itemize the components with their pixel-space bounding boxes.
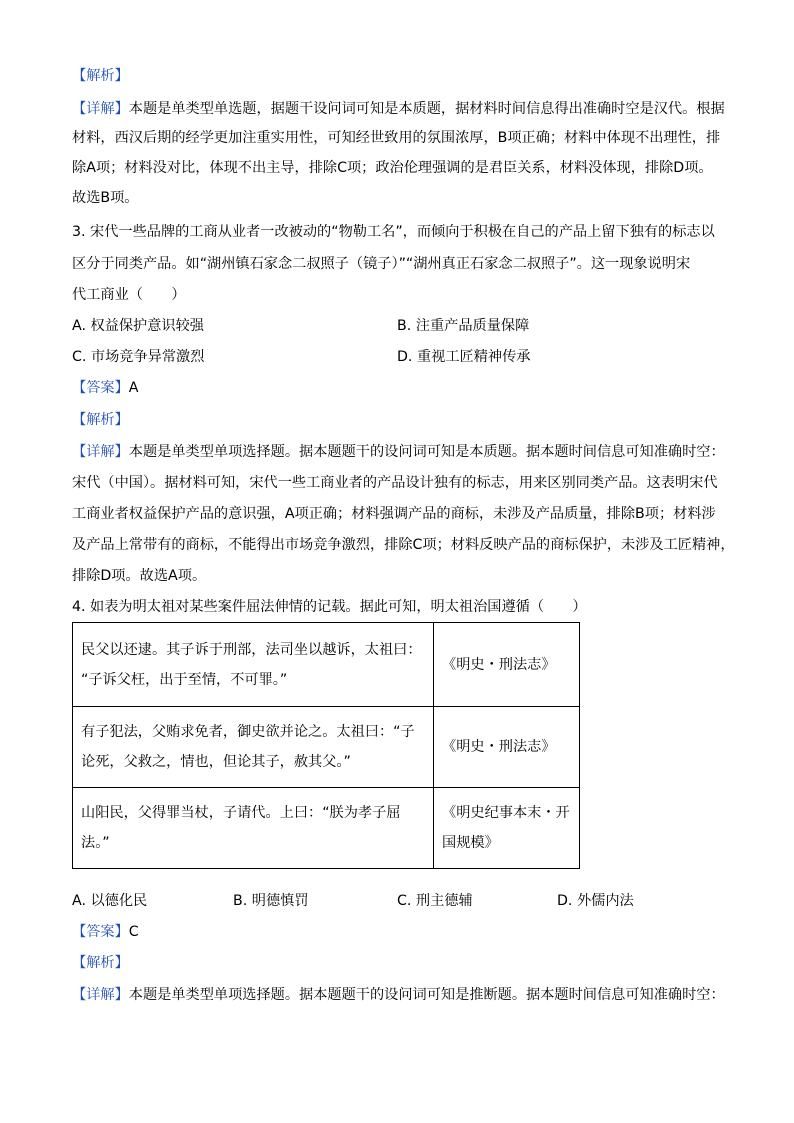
table-cell-content [73, 788, 434, 869]
cell-source-line: 国规模》 [442, 835, 499, 851]
table-cell-source [434, 623, 580, 707]
q4-analysis-heading: 【解析】 [72, 955, 129, 971]
detail-tag: 【详解】 [72, 101, 129, 117]
q3-stem-line-2: 区分于同类产品。如“湖州镇石家念二叔照子（镜子）”“湖州真正石家念二叔照子”。这一现象说明宋 [72, 256, 691, 272]
q3-option-b[interactable]: B. 注重产品质量保障 [397, 318, 530, 334]
q3-analysis-line-4: 及产品上常带有的商标，不能得出市场竞争激烈，排除C项；材料反映产品的商标保护，未涉及工匠精神， [72, 537, 735, 553]
q3-stem-line-3: 代工商业（ ） [72, 287, 186, 303]
q3-analysis-line-3: 工商业者权益保护产品的意识强，A项正确；材料强调产品的商标，未涉及产品质量，排除B项；材料涉 [72, 506, 716, 522]
detail-tag: 【详解】 [72, 987, 129, 1003]
q3-analysis-text-1: 本题是单类型单项选择题。据本题题干的设问词可知是本质题。据本题时间信息可知准确时空： [128, 444, 725, 460]
q3-analysis-line-2: 宋代（中国）。据材料可知，宋代一些工商业者的产品设计独有的标志，用来区别同类产品。这表明宋代 [72, 475, 718, 491]
cell-source-line: 《明史・刑法志》 [442, 656, 556, 673]
table-cell-source [434, 707, 580, 788]
table-cell-content [73, 707, 434, 788]
cell-text-line: “子诉父枉，出于至情，不可罪。” [81, 671, 288, 688]
q3-analysis-heading: 【解析】 [72, 412, 129, 428]
q4-records-table [72, 622, 580, 869]
q3-answer [72, 378, 138, 398]
analysis-heading: 【解析】 [72, 68, 129, 84]
q3-option-a[interactable]: A. 权益保护意识较强 [72, 318, 204, 334]
q2-analysis-line-1 [72, 99, 725, 119]
table-row [73, 623, 580, 707]
q3-answer-value: A [128, 380, 139, 396]
q2-analysis-line-2: 材料，西汉后期的经学更加注重实用性，可知经世致用的氛围浓厚，B项正确；材料中体现不出理性，排 [72, 130, 721, 146]
q3-analysis-line-5: 排除D项。故选A项。 [72, 568, 207, 584]
q4-stem: 4. 如表为明太祖对某些案件屈法伸情的记载。据此可知，明太祖治国遵循（ ） [72, 599, 587, 615]
q3-analysis-line-1 [72, 442, 725, 462]
q4-answer-value: C [128, 924, 139, 940]
q2-analysis-line-3: 除A项；材料没对比，体现不出主导，排除C项；政治伦理强调的是君臣关系，材料没体现，排除D项。 [72, 160, 713, 176]
q4-option-d[interactable]: D. 外儒内法 [557, 893, 634, 909]
q4-analysis-text-1: 本题是单类型单项选择题。据本题题干的设问词可知是推断题。据本题时间信息可知准确时空： [128, 987, 725, 1003]
cell-text-line: 山阳民，父得罪当杖，子请代。上曰：“朕为孝子屈 [81, 805, 401, 821]
q3-stem-line-1: 3. 宋代一些品牌的工商从业者一改被动的“物勒工名”，而倾向于积极在自己的产品上留下独有的标志以 [72, 224, 715, 240]
q3-option-d[interactable]: D. 重视工匠精神传承 [397, 349, 531, 365]
q2-analysis-text-1: 本题是单类型单选题，据题干设问词可知是本质题，据材料时间信息得出准确时空是汉代。根据 [128, 101, 725, 117]
cell-text-line: 有子犯法，父贿求免者，御史欲并论之。太祖曰：“子 [81, 724, 415, 740]
cell-source-line: 《明史・刑法志》 [442, 739, 556, 755]
detail-tag: 【详解】 [72, 444, 129, 460]
table-cell-source [434, 788, 580, 869]
q4-option-a[interactable]: A. 以德化民 [72, 893, 148, 909]
q3-option-c[interactable]: C. 市场竞争异常激烈 [72, 349, 205, 365]
q4-answer [72, 922, 139, 942]
cell-source-line: 《明史纪事本末・开 [442, 805, 570, 821]
table-row [73, 707, 580, 788]
q2-analysis-line-4: 故选B项。 [72, 190, 139, 206]
q4-option-c[interactable]: C. 刑主德辅 [397, 893, 473, 909]
answer-tag: 【答案】 [72, 924, 129, 940]
cell-text-line: 民父以还逮。其子诉于刑部，法司坐以越诉，太祖曰： [81, 641, 422, 658]
cell-text-line: 论死，父救之，情也，但论其子，赦其父。” [81, 754, 351, 770]
q4-option-b[interactable]: B. 明德慎罚 [233, 893, 309, 909]
cell-text-line: 法。” [81, 835, 110, 851]
q4-analysis-line-1 [72, 985, 725, 1005]
table-cell-content [73, 623, 434, 707]
answer-tag: 【答案】 [72, 380, 129, 396]
table-row [73, 788, 580, 869]
